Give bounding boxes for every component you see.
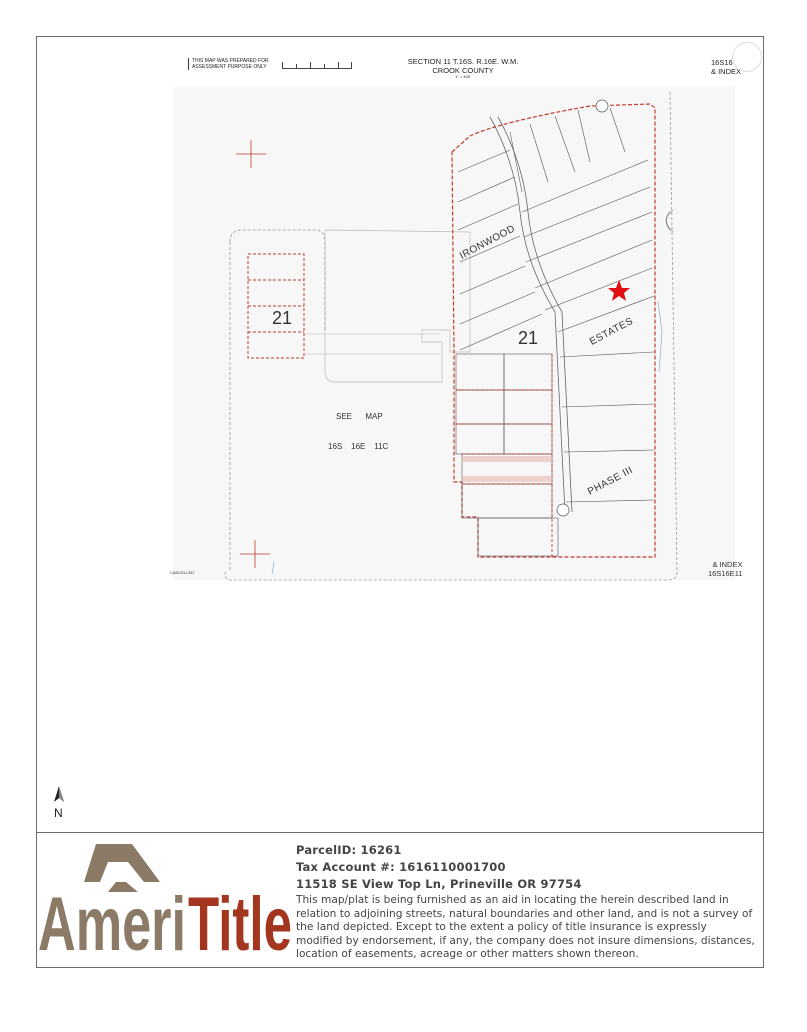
north-arrow <box>52 786 68 822</box>
north-label: N <box>54 806 63 820</box>
map-scale: 1" = 400' <box>455 74 471 79</box>
street-label-estates: ESTATES <box>588 315 636 348</box>
parcel-id: ParcelID: 16261 <box>296 843 402 857</box>
logo-mark <box>38 842 294 956</box>
map-drawing <box>170 52 764 582</box>
street-label-ironwood: IRONWOOD <box>458 223 518 262</box>
tax-code-left: 21 <box>272 308 293 328</box>
logo-text-ameri: Ameri <box>38 882 186 956</box>
cancelled-label: CANCELLED <box>170 570 195 575</box>
map-disclaimer-line2: ASSESSMENT PURPOSE ONLY <box>192 64 267 70</box>
index-bottom-text: & INDEX <box>712 560 743 569</box>
logo-text-title: Title <box>188 882 292 956</box>
map-disclaimer-line1: THIS MAP WAS PREPARED FOR <box>192 58 269 64</box>
north-arrow-icon <box>52 786 66 806</box>
footer-divider <box>36 832 764 833</box>
cul-de-sac <box>596 100 608 112</box>
see-map-label: SEE MAP <box>336 412 383 421</box>
assessor-map <box>170 52 764 582</box>
map-number-bottom-block <box>708 560 742 578</box>
street-label-phase: PHASE III <box>586 464 635 498</box>
index-top-text: & INDEX <box>711 67 742 76</box>
county-title: CROOK COUNTY <box>432 66 494 75</box>
tax-code-right: 21 <box>518 328 539 348</box>
hatched-strip-2 <box>462 476 552 482</box>
parcel-info <box>296 842 756 962</box>
hatched-strip-1 <box>462 456 552 462</box>
disclaimer-text: This map/plat is being furnished as an aid in locating the herein described land in relation to adjoining streets, natural boundaries and other land, and is not a survey of the land depicted. Except to the extent a policy of title insurance is expressly modified by endorsement, if any, the company does not insure dimensions, distances, location of easements, acreage or other matters shown thereon. <box>296 894 755 961</box>
section-title: SECTION 11 T.16S. R.16E. W.M. <box>407 57 519 66</box>
tax-account: Tax Account #: 1616110001700 <box>296 860 506 874</box>
see-map-ref: 16S 16E 11C <box>328 442 389 451</box>
property-address: 11518 SE View Top Ln, Prineville OR 97754 <box>296 877 582 891</box>
map-number-top-text: 16S16 <box>711 58 733 67</box>
ameritle-logo <box>38 842 294 956</box>
map-number-bottom-text: 16S16E11 <box>708 569 743 578</box>
